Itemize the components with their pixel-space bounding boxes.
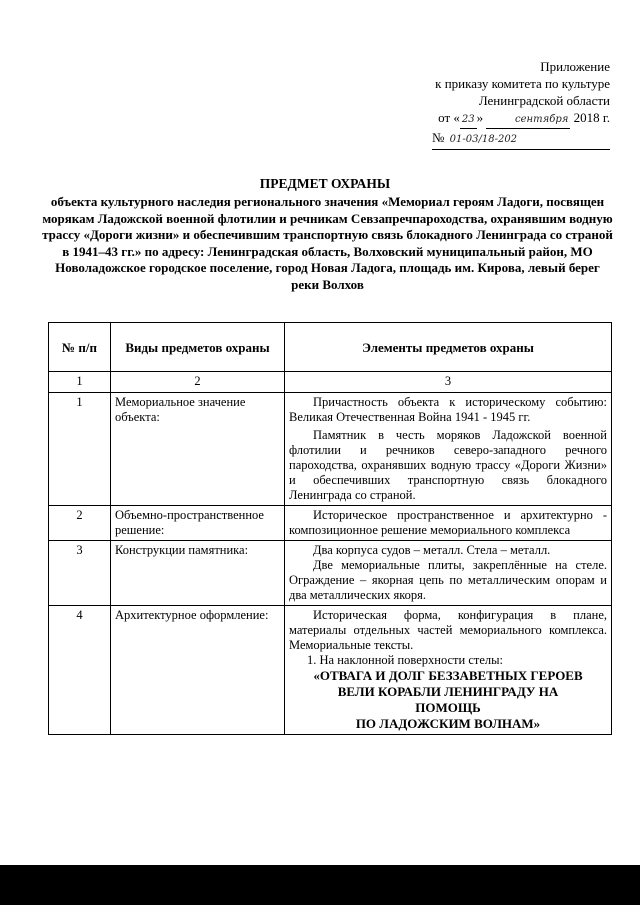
element-paragraph: Две мемориальные плиты, закреплённые на стеле. Ограждение – якорная цепь по металлическим опорам и два металлических якоря.	[289, 558, 607, 602]
row-elements	[285, 393, 612, 506]
stele-inscription: ВЕЛИ КОРАБЛИ ЛЕНИНГРАДУ НА	[337, 684, 559, 699]
header-kind: Виды предметов охраны	[111, 323, 285, 372]
number-prefix: №	[432, 130, 445, 145]
date-year: 2018 г.	[573, 110, 610, 125]
row-elements	[285, 606, 612, 735]
number-value: 01-03/18-202	[449, 134, 518, 145]
stele-inscription: ПОМОЩЬ	[415, 700, 481, 715]
row-kind: Объемно-пространственное решение:	[111, 506, 285, 541]
table-row	[49, 541, 612, 606]
annex-header	[370, 58, 610, 150]
table-header-row	[49, 323, 612, 372]
date-prefix: от «	[438, 110, 460, 125]
document-title: ПРЕДМЕТ ОХРАНЫ	[259, 176, 391, 191]
table-row	[49, 606, 612, 735]
row-number: 3	[49, 541, 111, 606]
header-number: № п/п	[49, 323, 111, 372]
element-paragraph: Историческое пространственное и архитектурно - композиционное решение мемориального комплекса	[289, 508, 607, 537]
row-kind: Мемориальное значение объекта:	[111, 393, 285, 506]
element-paragraph: Историческая форма, конфигурация в плане, материалы отдельных частей мемориального комплекса. Мемориальные тексты.	[289, 608, 607, 652]
annex-number-line	[432, 129, 610, 150]
row-number: 2	[49, 506, 111, 541]
annex-date-line	[370, 109, 610, 129]
date-month: сентября	[486, 111, 570, 129]
row-kind: Конструкции памятника:	[111, 541, 285, 606]
row-kind: Архитектурное оформление:	[111, 606, 285, 735]
scan-bottom-edge	[0, 865, 640, 905]
table-row	[49, 393, 612, 506]
index-cell: 2	[111, 372, 285, 393]
row-elements	[285, 506, 612, 541]
element-paragraph: Памятник в честь моряков Ладожской военной флотилии и речников северо-западного речного пароходства, охранявших водную трассу «Дороги Жизни» и обеспечивших транспортную связь блокадного Ленинграда со страной.	[289, 428, 607, 502]
date-day: 23	[460, 111, 477, 129]
document-subtitle: объекта культурного наследия регионального значения «Мемориал героям Ладоги, посвящен морякам Ладожской военной флотилии и речникам Севзапречпароходства, охранявшим водную трассу «Дороги жизни» и обеспечившим транспортную связь блокадного Ленинграда со страной в 1941–43 гг.» по адресу: Ленинградская область, Волховский муниципальный район, МО Новоладожское городское поселение, город Новая Ладога, площадь им. Кирова, левый берег реки Волхов	[42, 194, 613, 292]
annex-line-2: к приказу комитета по культуре	[435, 76, 610, 91]
index-cell: 1	[49, 372, 111, 393]
index-cell: 3	[285, 372, 612, 393]
element-paragraph: 1. На наклонной поверхности стелы:	[307, 653, 504, 667]
annex-line-3: Ленинградской области	[478, 93, 610, 108]
annex-line-1: Приложение	[540, 59, 610, 74]
element-paragraph: Причастность объекта к историческому событию: Великая Отечественная Война 1941 - 1945 гг.	[289, 395, 607, 424]
row-number: 4	[49, 606, 111, 735]
element-paragraph: Два корпуса судов – металл. Стела – металл.	[313, 543, 551, 557]
header-elements: Элементы предметов охраны	[285, 323, 612, 372]
table-row	[49, 506, 612, 541]
row-number: 1	[49, 393, 111, 506]
row-elements	[285, 541, 612, 606]
stele-inscription: ПО ЛАДОЖСКИМ ВОЛНАМ»	[355, 716, 541, 731]
protection-table	[48, 322, 612, 735]
date-mid: »	[476, 110, 484, 125]
table-index-row	[49, 372, 612, 393]
stele-inscription: «ОТВАГА И ДОЛГ БЕЗЗАВЕТНЫХ ГЕРОЕВ	[313, 668, 583, 683]
